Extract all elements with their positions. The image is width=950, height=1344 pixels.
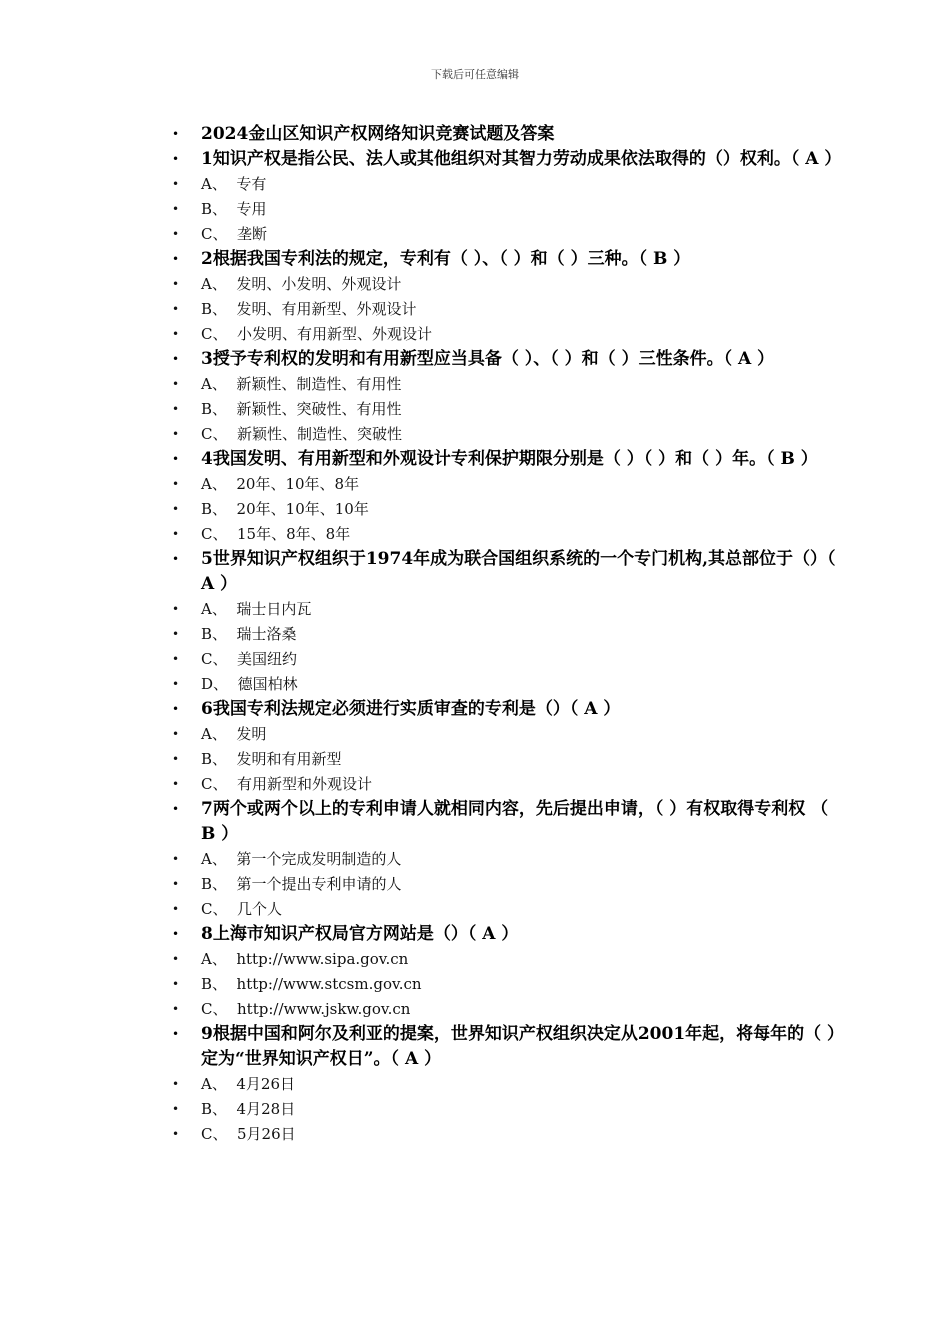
option-item	[0, 972, 950, 997]
bullet-icon: •	[172, 927, 180, 941]
question-text: 6我国专利法规定必须进行实质审查的专利是（）（ A ）	[201, 699, 621, 719]
option-item	[0, 1122, 950, 1147]
option-item	[0, 297, 950, 322]
option-item	[0, 772, 950, 797]
bullet-icon: •	[172, 1027, 180, 1041]
option-text: B、 专用	[201, 200, 267, 218]
option-text: C、 几个人	[201, 900, 283, 918]
bullet-icon: •	[172, 852, 180, 866]
option-item	[0, 872, 950, 897]
question-text: 5世界知识产权组织于1974年成为联合国组织系统的一个专门机构,其总部位于（）（ A ）	[201, 549, 842, 594]
option-text: A、 发明	[201, 725, 267, 743]
bullet-icon: •	[172, 527, 180, 541]
question-item	[0, 922, 950, 947]
option-item	[0, 722, 950, 747]
question-item	[0, 247, 950, 272]
option-text: A、 4月26日	[201, 1075, 295, 1093]
question-text: 2根据我国专利法的规定，专利有（ ）、（ ）和（ ）三种。（ B ）	[201, 249, 691, 269]
option-item	[0, 647, 950, 672]
bullet-icon: •	[172, 402, 180, 416]
question-item	[0, 1022, 950, 1072]
option-text: C、 15年、8年、8年	[201, 525, 351, 543]
option-item	[0, 522, 950, 547]
question-text: 8上海市知识产权局官方网站是（）（ A ）	[201, 924, 519, 944]
bullet-icon: •	[172, 602, 180, 616]
option-item	[0, 422, 950, 447]
question-item	[0, 147, 950, 172]
option-text: C、 新颖性、制造性、突破性	[201, 425, 403, 443]
bullet-icon: •	[172, 502, 180, 516]
question-item	[0, 797, 950, 847]
question-text: 1知识产权是指公民、法人或其他组织对其智力劳动成果依法取得的（）权利。（ A ）	[201, 149, 842, 169]
bullet-icon: •	[172, 752, 180, 766]
option-item	[0, 672, 950, 697]
bullet-icon: •	[172, 252, 180, 266]
option-text: B、 发明和有用新型	[201, 750, 342, 768]
option-text: A、 发明、小发明、外观设计	[201, 275, 402, 293]
bullet-icon: •	[172, 127, 180, 141]
bullet-icon: •	[172, 552, 180, 566]
bullet-icon: •	[172, 802, 180, 816]
bullet-icon: •	[172, 327, 180, 341]
bullet-icon: •	[172, 977, 180, 991]
option-text: A、 20年、10年、8年	[201, 475, 360, 493]
option-text: B、 发明、有用新型、外观设计	[201, 300, 417, 318]
bullet-icon: •	[172, 902, 180, 916]
question-text: 3授予专利权的发明和有用新型应当具备（ ）、（ ）和（ ）三性条件。（ A ）	[201, 349, 775, 369]
option-item	[0, 372, 950, 397]
option-text: C、 http://www.jskw.gov.cn	[201, 1000, 411, 1018]
option-item	[0, 622, 950, 647]
bullet-icon: •	[172, 777, 180, 791]
option-item	[0, 1072, 950, 1097]
question-text: 7两个或两个以上的专利申请人就相同内容，先后提出申请，（ ）有权取得专利权 （ B ）	[201, 799, 835, 844]
option-item	[0, 222, 950, 247]
option-item	[0, 272, 950, 297]
option-text: B、 4月28日	[201, 1100, 296, 1118]
option-item	[0, 322, 950, 347]
option-item	[0, 597, 950, 622]
bullet-icon: •	[172, 227, 180, 241]
document-body	[0, 122, 950, 1147]
bullet-icon: •	[172, 377, 180, 391]
option-text: A、 瑞士日内瓦	[201, 600, 312, 618]
bullet-icon: •	[172, 1102, 180, 1116]
bullet-icon: •	[172, 1002, 180, 1016]
option-text: C、 美国纽约	[201, 650, 298, 668]
bullet-icon: •	[172, 727, 180, 741]
option-text: A、 http://www.sipa.gov.cn	[201, 950, 409, 968]
option-item	[0, 497, 950, 522]
option-text: C、 小发明、有用新型、外观设计	[201, 325, 433, 343]
bullet-icon: •	[172, 1077, 180, 1091]
question-item	[0, 697, 950, 722]
bullet-icon: •	[172, 452, 180, 466]
question-text: 2024金山区知识产权网络知识竞赛试题及答案	[201, 124, 555, 144]
bullet-icon: •	[172, 652, 180, 666]
bullet-icon: •	[172, 677, 180, 691]
option-item	[0, 1097, 950, 1122]
bullet-icon: •	[172, 1127, 180, 1141]
bullet-icon: •	[172, 177, 180, 191]
option-item	[0, 472, 950, 497]
option-item	[0, 197, 950, 222]
question-item	[0, 122, 950, 147]
option-text: A、 新颖性、制造性、有用性	[201, 375, 402, 393]
question-item	[0, 347, 950, 372]
option-text: B、 瑞士洛桑	[201, 625, 297, 643]
bullet-icon: •	[172, 152, 180, 166]
bullet-icon: •	[172, 627, 180, 641]
option-text: A、 专有	[201, 175, 267, 193]
option-text: B、 http://www.stcsm.gov.cn	[201, 975, 422, 993]
option-item	[0, 397, 950, 422]
option-text: B、 第一个提出专利申请的人	[201, 875, 402, 893]
option-text: C、 5月26日	[201, 1125, 296, 1143]
option-text: C、 垄断	[201, 225, 268, 243]
option-item	[0, 847, 950, 872]
bullet-icon: •	[172, 477, 180, 491]
option-text: D、 德国柏林	[201, 675, 298, 693]
page-header: 下载后可任意编辑	[431, 68, 519, 81]
option-item	[0, 172, 950, 197]
option-text: C、 有用新型和外观设计	[201, 775, 373, 793]
option-text: B、 20年、10年、10年	[201, 500, 369, 518]
option-text: A、 第一个完成发明制造的人	[201, 850, 402, 868]
bullet-icon: •	[172, 352, 180, 366]
question-item	[0, 547, 950, 597]
bullet-icon: •	[172, 302, 180, 316]
bullet-icon: •	[172, 952, 180, 966]
question-text: 4我国发明、有用新型和外观设计专利保护期限分别是（ ）（ ）和（ ）年。（ B ）	[201, 449, 818, 469]
bullet-icon: •	[172, 702, 180, 716]
option-text: B、 新颖性、突破性、有用性	[201, 400, 402, 418]
option-item	[0, 897, 950, 922]
bullet-icon: •	[172, 202, 180, 216]
question-item	[0, 447, 950, 472]
option-item	[0, 947, 950, 972]
bullet-icon: •	[172, 427, 180, 441]
option-item	[0, 997, 950, 1022]
question-text: 9根据中国和阿尔及利亚的提案，世界知识产权组织决定从2001年起，将每年的（ ）定为“世界知识产权日”。（ A ）	[201, 1024, 836, 1069]
option-item	[0, 747, 950, 772]
bullet-icon: •	[172, 277, 180, 291]
bullet-icon: •	[172, 877, 180, 891]
